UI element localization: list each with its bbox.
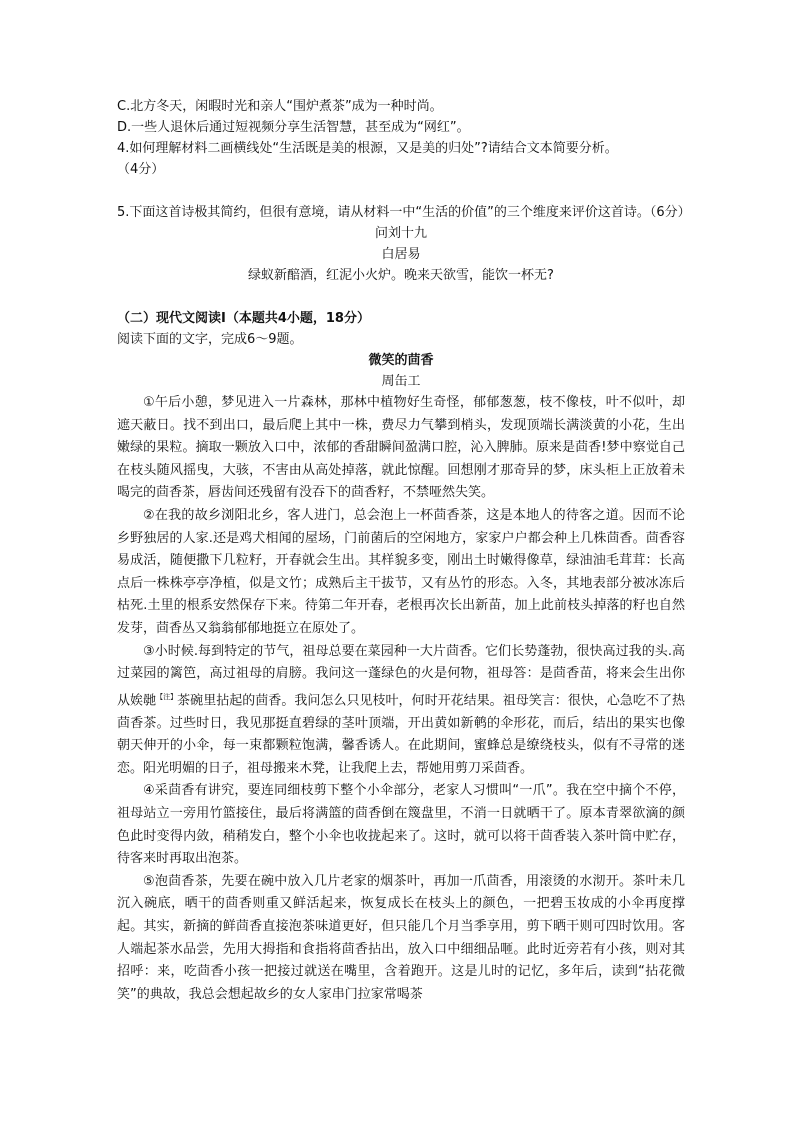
section-heading: （二）现代文阅读Ⅰ（本题共4小题，18分） [117, 311, 370, 326]
paragraph-3-part-2: 茶碗里拈起的茴香。我问怎么只见枝叶，何时开花结果。祖母笑言：很快，心急吃不了热茴香茶。过些时日，我见那挺直碧绿的茎叶顶端，开出黄如新鹌的伞形花，而后，结出的果实也像朝天伸开的小伞，每一束都颗粒饱满，馨香诱人。在此期间，蜜蜂总是缭绕枝头，似有不寻常的迷恋。阳光明媚的日子，祖母搬来木凳，让我爬上去，帮她用剪刀采茴香。 [117, 693, 685, 776]
poem-author: 白居易 [381, 247, 421, 262]
question-4-text: 4.如何理解材料二画横线处“生活既是美的根源，又是美的归处”?请结合文本简要分析。 [117, 141, 618, 156]
question-4-score: （4分） [117, 162, 165, 177]
poem-body: 绿蚁新醅酒，红泥小火炉。晚来天欲雪，能饮一杯无? [248, 268, 554, 283]
article-author: 周缶工 [381, 374, 421, 389]
spacer [117, 286, 685, 308]
option-c: C.北方冬天，闲暇时光和亲人“围炉煮茶”成为一种时尚。 [117, 99, 443, 114]
article-paragraph-2: ②在我的故乡浏阳北乡，客人进门，总会泡上一杯茴香茶，这是本地人的待客之道。因而不论乡野独居的人家.还是鸡犬相闻的屋场，门前菌后的空闲地方，家家户户都会种上几株茴香。茴香容易成活，随便撒下几粒籽，开春就会生出。其样貌多变，刚出土时嫩得像草，绿油油毛茸茸：长高点后一株株亭亭净植，似是文竹；成熟后主干拔节，又有丛竹的形态。入冬，其地表部分被冰冻后枯死.土里的根系安然保存下来。待第二年开春，老根再次长出新苗，加上此前枝头掉落的籽也自然发芽，茴香丛又翁翁郁郁地挺立在原处了。 [117, 507, 685, 636]
article-paragraph-1: ①午后小憩，梦见进入一片森林，那林中植物好生奇怪，郁郁葱葱，枝不像枝，叶不似叶，却遮天蔽日。找不到出口，最后爬上其中一株，费尽力气攀到梢头，发现顶端长满淡黄的小花，生出嫩绿的果粒。摘取一颗放入口中，浓郁的香甜瞬间盈满口腔，沁入脾肺。原来是茴香!梦中察觉自己在枝头随风摇曳，大骇，不害由从高处掉落，就此惊醒。回想刚才那奇异的梦，床头柜上正放着未喝完的茴香茶，唇齿间还残留有没吞下的茴香籽，不禁哑然失笑。 [117, 395, 685, 501]
article-paragraph-4: ④采茴香有讲究，要连同细枝剪下整个小伞部分，老家人习惯叫“一爪”。我在空中摘个不停，祖母站立一旁用竹篮接住，最后将满篮的茴香倒在篾盘里，不消一日就晒干了。原本青翠欲滴的颜色此时变得内敛，稍稍发白，整个小伞也收拢起来了。这时，就可以将干茴香装入茶叶筒中贮存，待客来时再取出泡茶。 [117, 783, 685, 867]
article-paragraph-5: ⑤泡茴香茶，先要在碗中放入几片老家的烟茶叶，再加一爪茴香，用滚烫的水沏开。茶叶未几沉入碗底，晒干的茴香则重又鲜活起来，恢复成长在枝头上的颜色，一把碧玉妆成的小伞再度撑起。其实，新摘的鲜茴香直接泡茶味道更好，但只能几个月当季享用，剪下晒干则可四时饮用。客人端起茶水品尝，先用大拇指和食指将茴香拈出，放入口中细细品咂。此时近旁若有小孩，则对其招呼：来，吃茴香小孩一把接过就送在嘴里，含着跑开。这是儿时的记忆，多年后，读到“拈花微笑”的典故，我总会想起故乡的女人家串门拉家常喝茶 [117, 873, 685, 1002]
option-d: D.一些人退休后通过短视频分享生活智慧，甚至成为“网红”。 [117, 120, 470, 135]
poem-title: 问刘十九 [374, 226, 427, 241]
article-paragraph-3 [117, 641, 685, 781]
article-title: 微笑的茴香 [368, 353, 434, 368]
spacer [117, 180, 685, 202]
footnote-marker: 【注】 [156, 692, 178, 701]
question-5: 5.下面这首诗极其简约，但很有意境，请从材料一中“生活的价值”的三个维度来评价这首诗。（6分） [117, 205, 691, 220]
paragraph-3-part-1: ③小时候.每到特定的节气，祖母总要在菜园种一大片茴香。它们长势蓬勃，很快高过我的头.高过菜园的篱笆，高过祖母的肩膀。我问这一蓬绿色的火是何物，祖母答：是茴香苗，将来会生出你从娭毑 [117, 643, 685, 709]
section-instruction: 阅读下面的文字，完成6～9题。 [117, 332, 303, 347]
document-page [117, 96, 691, 1006]
question-4 [117, 138, 685, 180]
